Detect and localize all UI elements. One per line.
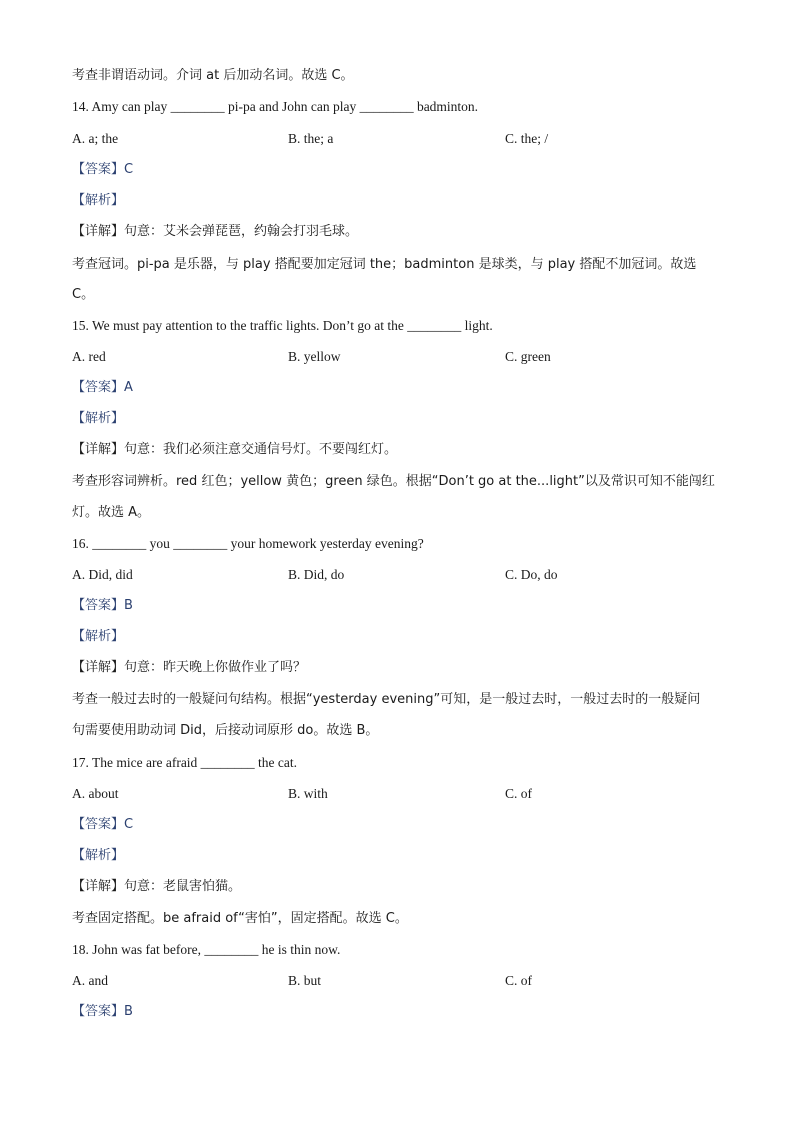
- question-18: 18. John was fat before, ________ he is thin now.: [72, 942, 341, 957]
- explanation-text: 考查非谓语动词。介词 at 后加动名词。故选 C。: [72, 68, 354, 83]
- option-14-b: B. the; a: [288, 131, 334, 146]
- option-18-b: B. but: [288, 973, 322, 988]
- detail-16: 【详解】句意：昨天晚上你做作业了吗？: [72, 660, 307, 675]
- explanation-15-line1: 考查形容词辨析。red 红色；yellow 黄色；green 绿色。根据“Don’t go at the...light”以及常识可知不能闯红: [72, 474, 715, 489]
- option-16-c: C. Do, do: [505, 567, 558, 582]
- detail-17: 【详解】句意：老鼠害怕猫。: [72, 879, 242, 894]
- question-14: 14. Amy can play ________ pi-pa and John can play ________ badminton.: [72, 99, 479, 114]
- explanation-16-line2: 句需要使用助动词 Did，后接动词原形 do。故选 B。: [72, 723, 379, 738]
- answer-18: 【答案】B: [72, 1004, 133, 1019]
- explanation-17: 考查固定搭配。be afraid of“害怕”，固定搭配。故选 C。: [72, 911, 408, 926]
- option-18-a: A. and: [72, 973, 108, 988]
- option-15-b: B. yellow: [288, 349, 341, 364]
- option-16-b: B. Did, do: [288, 567, 345, 582]
- explanation-15-line2: 灯。故选 A。: [72, 505, 151, 520]
- option-14-c: C. the; /: [505, 131, 549, 146]
- explanation-14-line1: 考查冠词。pi-pa 是乐器，与 play 搭配要加定冠词 the；badminton 是球类，与 play 搭配不加冠词。故选: [72, 257, 697, 272]
- option-17-a: A. about: [72, 786, 119, 801]
- question-15: 15. We must pay attention to the traffic lights. Don’t go at the ________ light.: [72, 318, 493, 333]
- explanation-14-line2: C。: [72, 287, 95, 302]
- analysis-label-14: 【解析】: [72, 193, 125, 208]
- analysis-label-17: 【解析】: [72, 848, 125, 863]
- analysis-label-15: 【解析】: [72, 411, 125, 426]
- option-15-a: A. red: [72, 349, 106, 364]
- answer-16: 【答案】B: [72, 598, 133, 613]
- analysis-label-16: 【解析】: [72, 629, 125, 644]
- detail-14: 【详解】句意：艾米会弹琵琶，约翰会打羽毛球。: [72, 224, 359, 239]
- detail-15: 【详解】句意：我们必须注意交通信号灯。不要闯红灯。: [72, 442, 398, 457]
- option-17-b: B. with: [288, 786, 328, 801]
- option-15-c: C. green: [505, 349, 551, 364]
- question-16: 16. ________ you ________ your homework yesterday evening?: [72, 536, 424, 551]
- answer-15: 【答案】A: [72, 380, 133, 395]
- explanation-16-line1: 考查一般过去时的一般疑问句结构。根据“yesterday evening”可知，是一般过去时，一般过去时的一般疑问: [72, 692, 701, 707]
- question-17: 17. The mice are afraid ________ the cat.: [72, 755, 298, 770]
- option-18-c: C. of: [505, 973, 532, 988]
- option-14-a: A. a; the: [72, 131, 119, 146]
- answer-14: 【答案】C: [72, 162, 134, 177]
- option-16-a: A. Did, did: [72, 567, 133, 582]
- answer-17: 【答案】C: [72, 817, 134, 832]
- option-17-c: C. of: [505, 786, 532, 801]
